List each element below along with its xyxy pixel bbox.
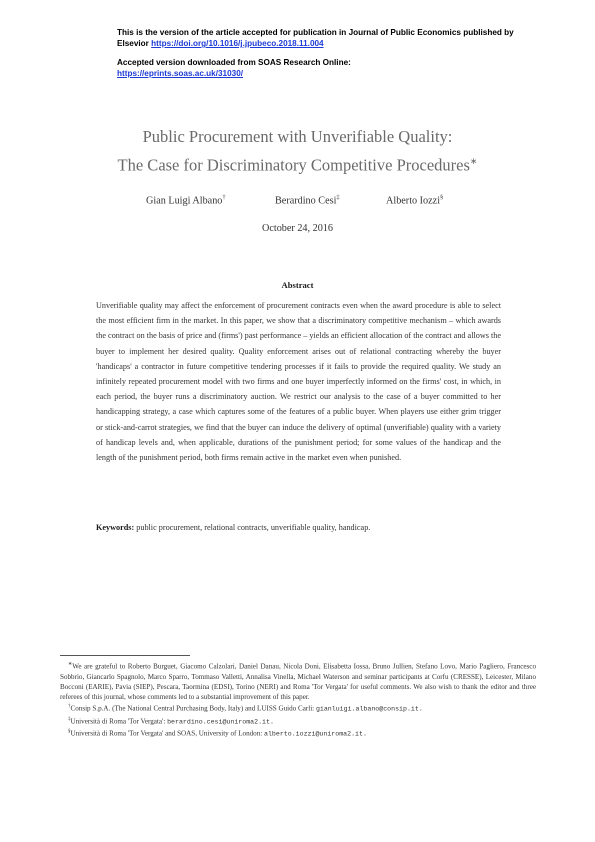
download-statement: Accepted version downloaded from SOAS Research Online: <box>117 58 351 67</box>
footnote-acknowledgements <box>60 660 536 702</box>
abstract-text: Unverifiable quality may affect the enforcement of procurement contracts even when the award procedure is able to select the most efficient firm in the market. In this paper, we show that a discriminatory competitive mechanism – which awards the contract on the basis of price and (firms') past performance – yields an efficient allocation of the contract and allows the buyer to implement her desired quality. Quality enforcement arises out of relational contracting whereby the buyer 'handicaps' a contractor in future competitive tendering processes if it fails to provide the required quality. We study an infinitely repeated procurement model with two firms and one buyer imperfectly informed on the firms' cost, in which, in each period, the buyer runs a discriminatory auction. We restrict our analysis to the case of a buyer committed to her handicapping strategy, a case which captures some of the features of a public buyer. When players use either grim trigger or stick-and-carrot strategies, we find that the buyer can induce the delivery of optimal (unverifiable) quality with a variety of handicap levels and, when applicable, durations of the punishment period; for some values of the handicap and the length of the punishment period, both firms remain active in the market even when punished. <box>96 301 501 463</box>
footnote-text: Università di Roma 'Tor Vergata': <box>70 717 166 726</box>
footnote-cesi <box>60 715 536 728</box>
footnote-mark: § <box>68 729 71 735</box>
title-line-2: The Case for Discriminatory Competitive Procedures <box>117 155 470 175</box>
footnotes <box>60 660 536 740</box>
keywords-label: Keywords: <box>96 523 135 532</box>
author-footnote-mark: ‡ <box>336 194 340 201</box>
publication-notice <box>117 27 517 79</box>
author-name: Gian Luigi Albano <box>146 195 223 207</box>
footnote-iozzi <box>60 727 536 740</box>
footnote-mark: ‡ <box>68 716 71 722</box>
publication-statement-text: This is the version of the article accepted for publication in Journal of Public Economics published by Elsevior <box>117 28 514 48</box>
footnote-mark: ∗ <box>68 662 73 667</box>
paper-title <box>60 125 535 178</box>
footnote-email[interactable]: berardino.cesi@uniroma2.it. <box>167 718 274 726</box>
title-footnote-mark: ∗ <box>469 156 478 166</box>
abstract-body <box>96 298 501 465</box>
keywords-text: public procurement, relational contracts, unverifiable quality, handicap. <box>136 523 371 532</box>
keywords <box>96 523 501 532</box>
footnote-text: Consip S.p.A. (The National Central Purchasing Body, Italy) and LUISS Guido Carli: <box>70 704 315 713</box>
author-albano <box>146 194 226 206</box>
footnote-text: Università di Roma 'Tor Vergata' and SOAS, University of London: <box>70 729 263 738</box>
author-cesi <box>275 194 340 206</box>
footnote-email[interactable]: gianluigi.albano@consip.it. <box>315 705 423 713</box>
footnote-text: We are grateful to Roberto Burguet, Giacomo Calzolari, Daniel Danau, Nicola Doni, Elisabetta Iossa, Bruno Jullien, Stefano Lovo, Mario Pagliero, Francesco Sobbrio, Giancarlo Spagnolo, Marco Sparro, Tommaso Valletti, Annalisa Vinella, Michael Waterson and seminar participants at Corfu (CRESSE), Leicester, Milano Bocconi (EARIE), Pavia (SIEP), Pescara, Taormina (EDSI), Torino (NERI) and Roma 'Tor Vergata' for useful comments. We also wish to thank the editor and three referees of this journal, whose comments led to a substantial improvement of this paper. <box>60 662 536 701</box>
footnote-albano <box>60 702 536 715</box>
footnote-divider <box>60 655 190 656</box>
author-footnote-mark: † <box>222 194 226 201</box>
footnote-mark: † <box>68 704 71 710</box>
paper-date: October 24, 2016 <box>261 223 333 234</box>
author-name: Berardino Cesi <box>275 195 337 207</box>
title-line-1: Public Procurement with Unverifiable Quality: <box>142 127 453 146</box>
abstract-heading: Abstract <box>281 280 314 290</box>
author-iozzi <box>386 194 443 206</box>
author-name: Alberto Iozzi <box>386 195 441 207</box>
publication-statement <box>117 27 517 49</box>
doi-link[interactable]: https://doi.org/10.1016/j.jpubeco.2018.11.004 <box>151 39 324 48</box>
soas-repository-link[interactable]: https://eprints.soas.ac.uk/31030/ <box>117 69 244 78</box>
footnote-email[interactable]: alberto.iozzi@uniroma2.it. <box>264 730 367 738</box>
author-footnote-mark: § <box>440 194 444 201</box>
